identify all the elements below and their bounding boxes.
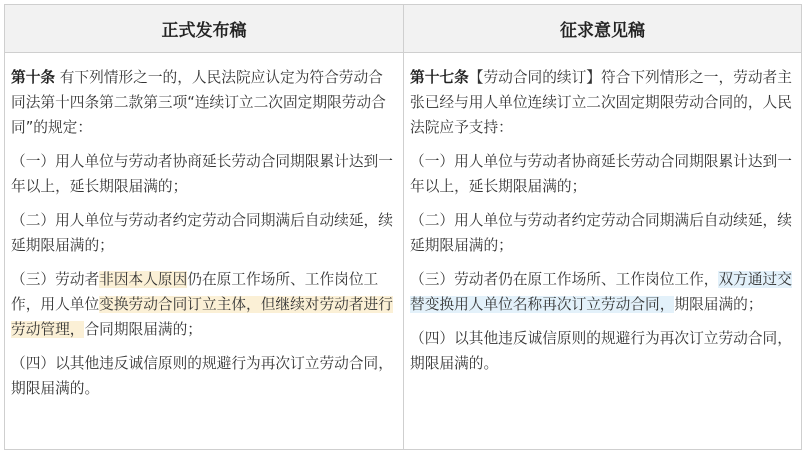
article-17-item-4: （四）以其他违反诚信原则的规避行为再次订立劳动合同，期限届满的。 [410, 330, 792, 372]
body-row [5, 53, 801, 449]
draft-item-3-text-c: 期限届满的； [674, 296, 763, 313]
article-17-label: 第十七条 [410, 69, 469, 86]
header-draft-for-comment: 征求意见稿 [560, 21, 645, 41]
article-17-intro-text: 【劳动合同的续订】符合下列情形之一，劳动者主张已经与用人单位连续订立二次固定期限劳动合同的，人民法院应予支持： [410, 69, 792, 136]
article-17-intro [410, 65, 795, 140]
official-release-column [5, 53, 404, 449]
highlight-alternate-employer-name: 双方通过交替变换用人单位名称再次订立劳动合同， [410, 271, 792, 313]
highlight-change-contracting-party: 变换劳动合同订立主体，但继续对劳动者进行劳动管理， [11, 296, 393, 338]
article-10-item-4: （四）以其他违反诚信原则的规避行为再次订立劳动合同，期限届满的。 [11, 355, 393, 397]
article-10-item-3 [11, 267, 397, 342]
draft-column [404, 53, 801, 449]
article-10-item-2: （二）用人单位与劳动者约定劳动合同期满后自动续延，续延期限届满的； [11, 212, 393, 254]
article-17-item-3 [410, 267, 795, 317]
article-10-label: 第十条 [11, 69, 56, 86]
article-10-intro [11, 65, 397, 140]
highlight-not-own-reason: 非因本人原因 [99, 271, 188, 288]
item-3-text-c: 合同期限届满的； [84, 321, 202, 338]
header-row [5, 5, 801, 53]
comparison-table [4, 4, 802, 450]
item-3-text-a: （三）劳动者 [11, 271, 100, 288]
article-17-item-2: （二）用人单位与劳动者约定劳动合同期满后自动续延，续延期限届满的； [410, 212, 792, 254]
article-10-intro-text: 有下列情形之一的，人民法院应认定为符合劳动合同法第十四条第二款第三项“连续订立二次固定期限劳动合同”的规定： [11, 69, 386, 136]
article-10-item-1: （一）用人单位与劳动者协商延长劳动合同期限累计达到一年以上，延长期限届满的； [11, 153, 393, 195]
draft-item-3-text-a: （三）劳动者仍在原工作场所、工作岗位工作， [410, 271, 719, 288]
article-17-item-1: （一）用人单位与劳动者协商延长劳动合同期限累计达到一年以上，延长期限届满的； [410, 153, 792, 195]
header-official-release: 正式发布稿 [5, 5, 404, 52]
item-3-text-b: 仍在原工作场所、工作岗位工作，用人单位 [11, 271, 379, 313]
